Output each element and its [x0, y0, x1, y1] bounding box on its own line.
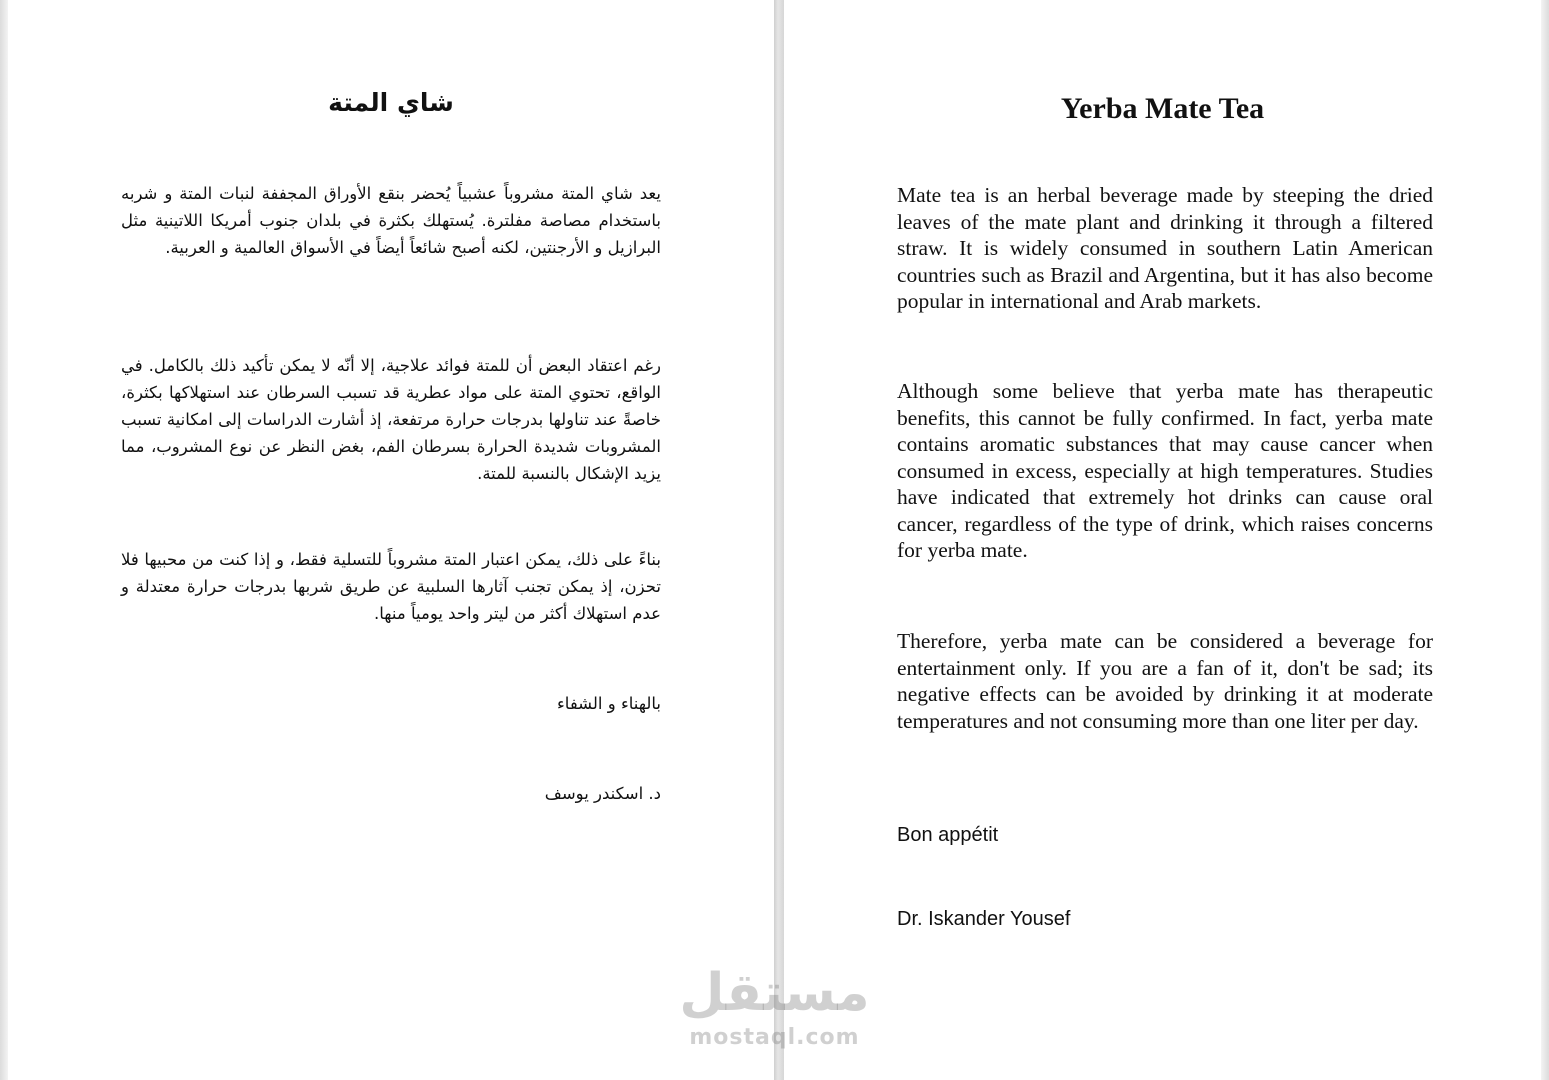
english-title: Yerba Mate Tea: [1060, 92, 1265, 125]
arabic-closing: بالهناء و الشفاء: [557, 694, 661, 713]
english-paragraph-3: Therefore, yerba mate can be considered a beverage for entertainment only. If you are a fan of it, don't be sad; its negative effects can be avoided by drinking it at moderate temperatures and not consuming more than one liter per day.: [897, 629, 1433, 733]
book-gutter: [774, 0, 784, 1080]
english-paragraph-2: Although some believe that yerba mate has therapeutic benefits, this cannot be fully confirmed. In fact, yerba mate contains aromatic substances that may cause cancer when consumed in excess, especially at high temperatures. Studies have indicated that extremely hot drinks can cause oral cancer, regardless of the type of drink, which raises concerns for yerba mate.: [897, 379, 1433, 562]
arabic-page: [8, 0, 774, 1080]
watermark-logo: مستقل: [679, 963, 870, 1023]
arabic-signature: د. اسكندر يوسف: [544, 784, 661, 803]
english-page: [784, 0, 1541, 1080]
arabic-paragraph-1: يعد شاي المتة مشروباً عشبياً يُحضر بنقع الأوراق المجففة لنبات المتة و شربه باستخدام مصاصة مفلترة. يُستهلك بكثرة في بلدان جنوب أمريكا اللاتينية مثل البرازيل و الأرجنتين، لكنه أصبح شائعاً أيضاً في الأسواق العالمية و العربية.: [121, 184, 661, 257]
watermark-url: mostaql.com: [689, 1025, 860, 1050]
english-signature: Dr. Iskander Yousef: [897, 908, 1071, 930]
arabic-paragraph-3: بناءً على ذلك، يمكن اعتبار المتة مشروباً للتسلية فقط، و إذا كنت من محبيها فلا تحزن، إذ يمكن تجنب آثارها السلبية عن طريق شربها بدرجات حرارة معتدلة و عدم استهلاك أكثر من ليتر واحد يومياً منها.: [121, 550, 661, 623]
english-closing: Bon appétit: [897, 824, 999, 846]
page-edge-left: [0, 0, 8, 1080]
english-paragraph-1: Mate tea is an herbal beverage made by steeping the dried leaves of the mate plant and drinking it through a filtered straw. It is widely consumed in southern Latin American countries such as Brazil and Argentina, but it has also become popular in international and Arab markets.: [897, 183, 1433, 313]
arabic-title: شاي المتة: [328, 88, 454, 117]
arabic-paragraph-2: رغم اعتقاد البعض أن للمتة فوائد علاجية، إلا أنّه لا يمكن تأكيد ذلك بالكامل. في الواقع، تحتوي المتة على مواد عطرية قد تسبب السرطان عند استهلاكها بكثرة، خاصةً عند تناولها بدرجات حرارة مرتفعة، إذ أشارت الدراسات إلى امكانية تسبب المشروبات شديدة الحرارة بسرطان الفم، بغض النظر عن نوع المشروب، مما يزيد الإشكال بالنسبة للمتة.: [121, 356, 661, 483]
page-edge-right: [1541, 0, 1549, 1080]
